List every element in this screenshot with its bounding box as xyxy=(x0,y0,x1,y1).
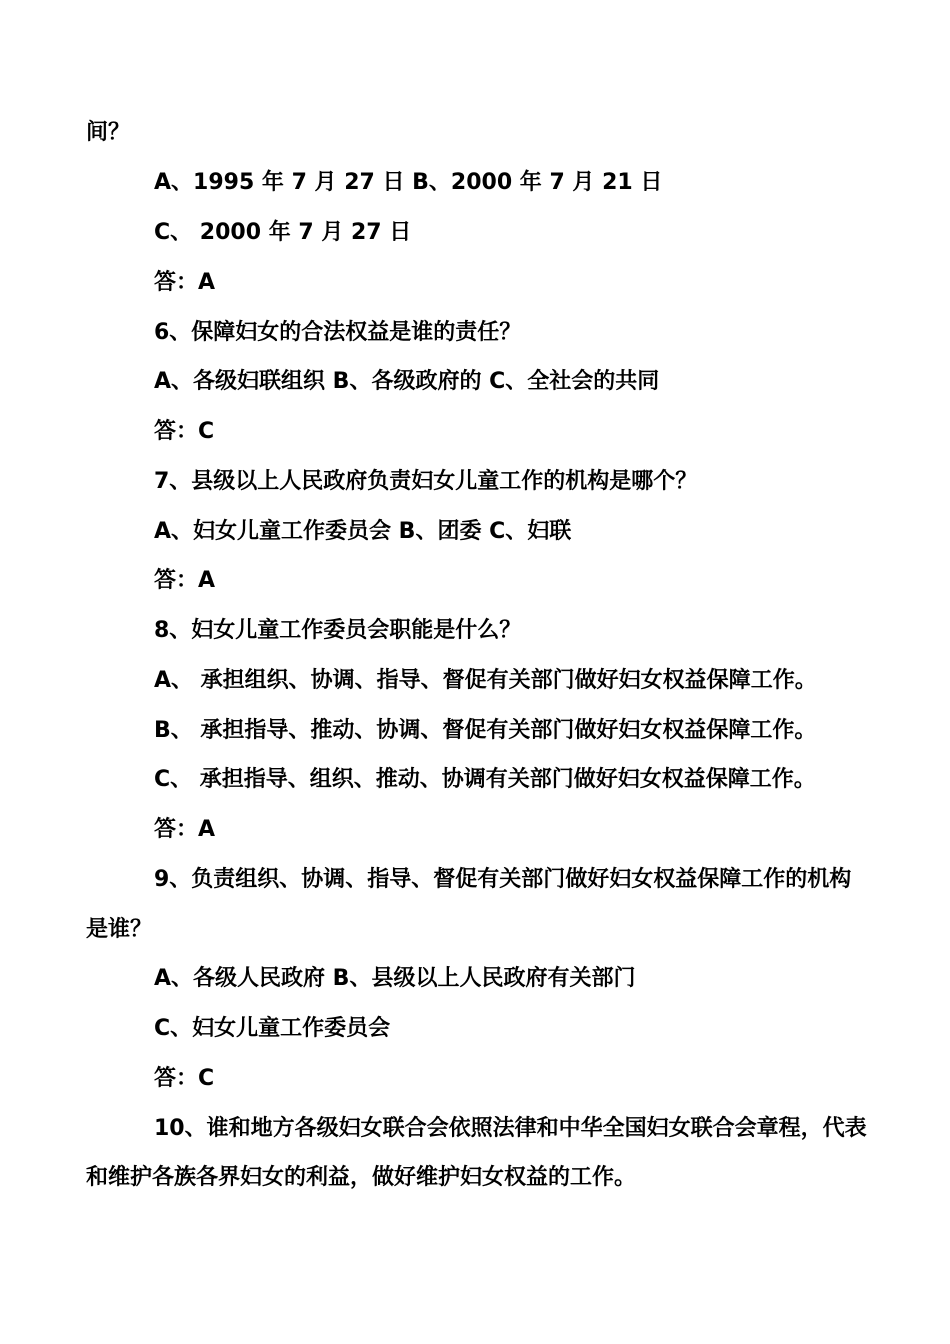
question-5-answer: 答：A xyxy=(154,270,216,295)
question-6-answer: 答：C xyxy=(154,419,215,444)
question-10: 10、谁和地方各级妇女联合会依照法律和中华全国妇女联合会章程，代表 xyxy=(154,1116,867,1141)
question-8-option-b: B、 承担指导、推动、协调、督促有关部门做好妇女权益保障工作。 xyxy=(154,718,817,743)
question-7-options: A、妇女儿童工作委员会 B、团委 C、妇联 xyxy=(154,519,572,544)
question-5-option-c: C、 2000 年 7 月 27 日 xyxy=(154,220,412,245)
question-7: 7、县级以上人民政府负责妇女儿童工作的机构是哪个？ xyxy=(154,469,698,494)
question-8: 8、妇女儿童工作委员会职能是什么？ xyxy=(154,618,522,643)
question-7-answer: 答：A xyxy=(154,568,216,593)
question-5-option-a-b: A、1995 年 7 月 27 日 B、2000 年 7 月 21 日 xyxy=(154,170,663,195)
question-6: 6、保障妇女的合法权益是谁的责任？ xyxy=(154,320,522,345)
question-9-answer: 答：C xyxy=(154,1066,215,1091)
question-8-option-c: C、 承担指导、组织、推动、协调有关部门做好妇女权益保障工作。 xyxy=(154,767,816,792)
question-9-option-a-b: A、各级人民政府 B、县级以上人民政府有关部门 xyxy=(154,966,636,991)
question-10-continuation: 和维护各族各界妇女的利益，做好维护妇女权益的工作。 xyxy=(86,1165,637,1190)
question-8-answer: 答：A xyxy=(154,817,216,842)
question-5-continuation: 间？ xyxy=(86,120,131,145)
question-9: 9、负责组织、协调、指导、督促有关部门做好妇女权益保障工作的机构 xyxy=(154,867,852,892)
question-6-options: A、各级妇联组织 B、各级政府的 C、全社会的共同 xyxy=(154,369,660,394)
question-9-option-c: C、妇女儿童工作委员会 xyxy=(154,1016,391,1041)
question-8-option-a: A、 承担组织、协调、指导、督促有关部门做好妇女权益保障工作。 xyxy=(154,668,817,693)
question-9-continuation: 是谁？ xyxy=(86,917,153,942)
